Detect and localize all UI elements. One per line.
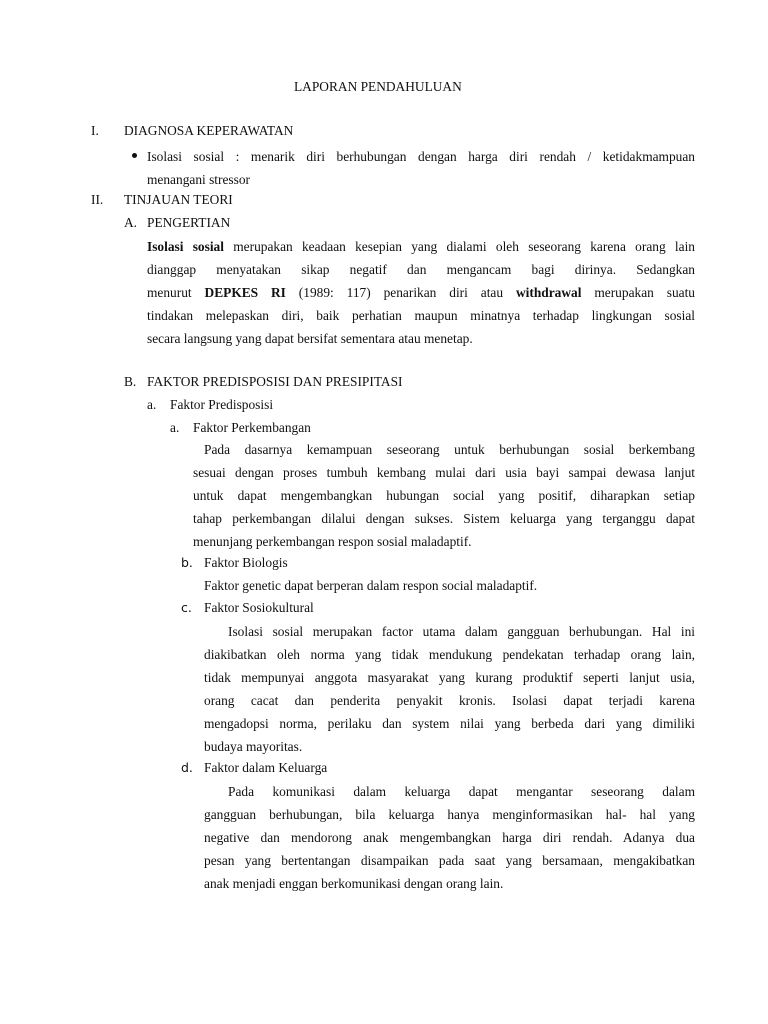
item-a-paragraph: Pada dasarnya kemampuan seseorang untuk berhubungan sosial berkembang sesuai dengan proses tumbuh kembang mulai dari usia bayi sampai dewasa lanjut untuk dapat mengembangkan hubungan social yang positif, diharapkan setiap tahap perkembangan dilalui dengan sukses. Sistem keluarga yang terganggu dapat menunjang perkembangan respon sosial maladaptif. (193, 442, 695, 549)
pengertian-paragraph (147, 235, 695, 350)
pengertian-line-1: Isolasi sosial merupakan keadaan kesepian yang dialami oleh seseorang karena orang lain (147, 239, 695, 254)
item-d-paragraph: Pada komunikasi dalam keluarga dapat mengantar seseorang dalam gangguan berhubungan, bila keluarga hanya menginformasikan hal- hal yang negative dan mendorong anak mengembangkan harga diri rendah. Adanya dua pesan yang bertentangan disampaikan pada saat yang bersamaan, mengakibatkan anak menjadi enggan berkomunikasi dengan orang lain. (204, 784, 695, 891)
item-c-marker: c. (181, 600, 192, 615)
item-b-heading: Faktor Biologis (204, 555, 288, 570)
subsection-a-heading: PENGERTIAN (147, 215, 231, 230)
subsection-b-marker: B. (124, 374, 137, 389)
item-a-heading: Faktor Perkembangan (193, 420, 311, 435)
item-d-marker: d. (181, 760, 193, 775)
pengertian-line-2: dianggap menyatakan sikap negatif dan mengancam bagi dirinya. Sedangkan (147, 262, 695, 277)
section-2-number: II. (91, 192, 104, 207)
subsection-a-marker: A. (124, 215, 138, 230)
pengertian-line-5: secara langsung yang dapat bersifat sementara atau menetap. (147, 331, 473, 346)
item-c-paragraph: Isolasi sosial merupakan factor utama dalam gangguan berhubungan. Hal ini diakibatkan oleh norma yang tidak mendukung pendekatan terhadap orang lain, tidak mempunyai anggota masyarakat yang kurang produktif seperti lanjut usia, orang cacat dan penderita penyakit kronis. Isolasi dapat terjadi karena mengadopsi norma, perilaku dan system nilai yang berbeda dari yang dimiliki budaya mayoritas. (204, 624, 695, 754)
section-1-number: I. (91, 123, 99, 138)
document-title: LAPORAN PENDAHULUAN (294, 79, 462, 94)
item-a-marker: a. (170, 420, 180, 435)
section-2-heading: TINJAUAN TEORI (124, 192, 233, 207)
item-d-heading: Faktor dalam Keluarga (204, 760, 328, 775)
item-c-heading: Faktor Sosiokultural (204, 600, 314, 615)
pengertian-line-4: tindakan melepaskan diri, baik perhatian maupun minatnya terhadap lingkungan sosial (147, 308, 695, 323)
section-1-heading: DIAGNOSA KEPERAWATAN (124, 123, 294, 138)
item-b-marker: b. (181, 555, 193, 570)
diagnosis-bullet-text: Isolasi sosial : menarik diri berhubungan dengan harga diri rendah / ketidakmampuan menangani stressor (147, 149, 695, 187)
bullet-icon (132, 153, 137, 158)
item-b-text: Faktor genetic dapat berperan dalam respon social maladaptif. (204, 578, 538, 593)
predisposisi-heading: Faktor Predisposisi (170, 397, 274, 412)
predisposisi-marker: a. (147, 397, 157, 412)
pengertian-line-3: menurut DEPKES RI (1989: 117) penarikan diri atau withdrawal merupakan suatu (147, 285, 696, 300)
subsection-b-heading: FAKTOR PREDISPOSISI DAN PRESIPITASI (147, 374, 403, 389)
